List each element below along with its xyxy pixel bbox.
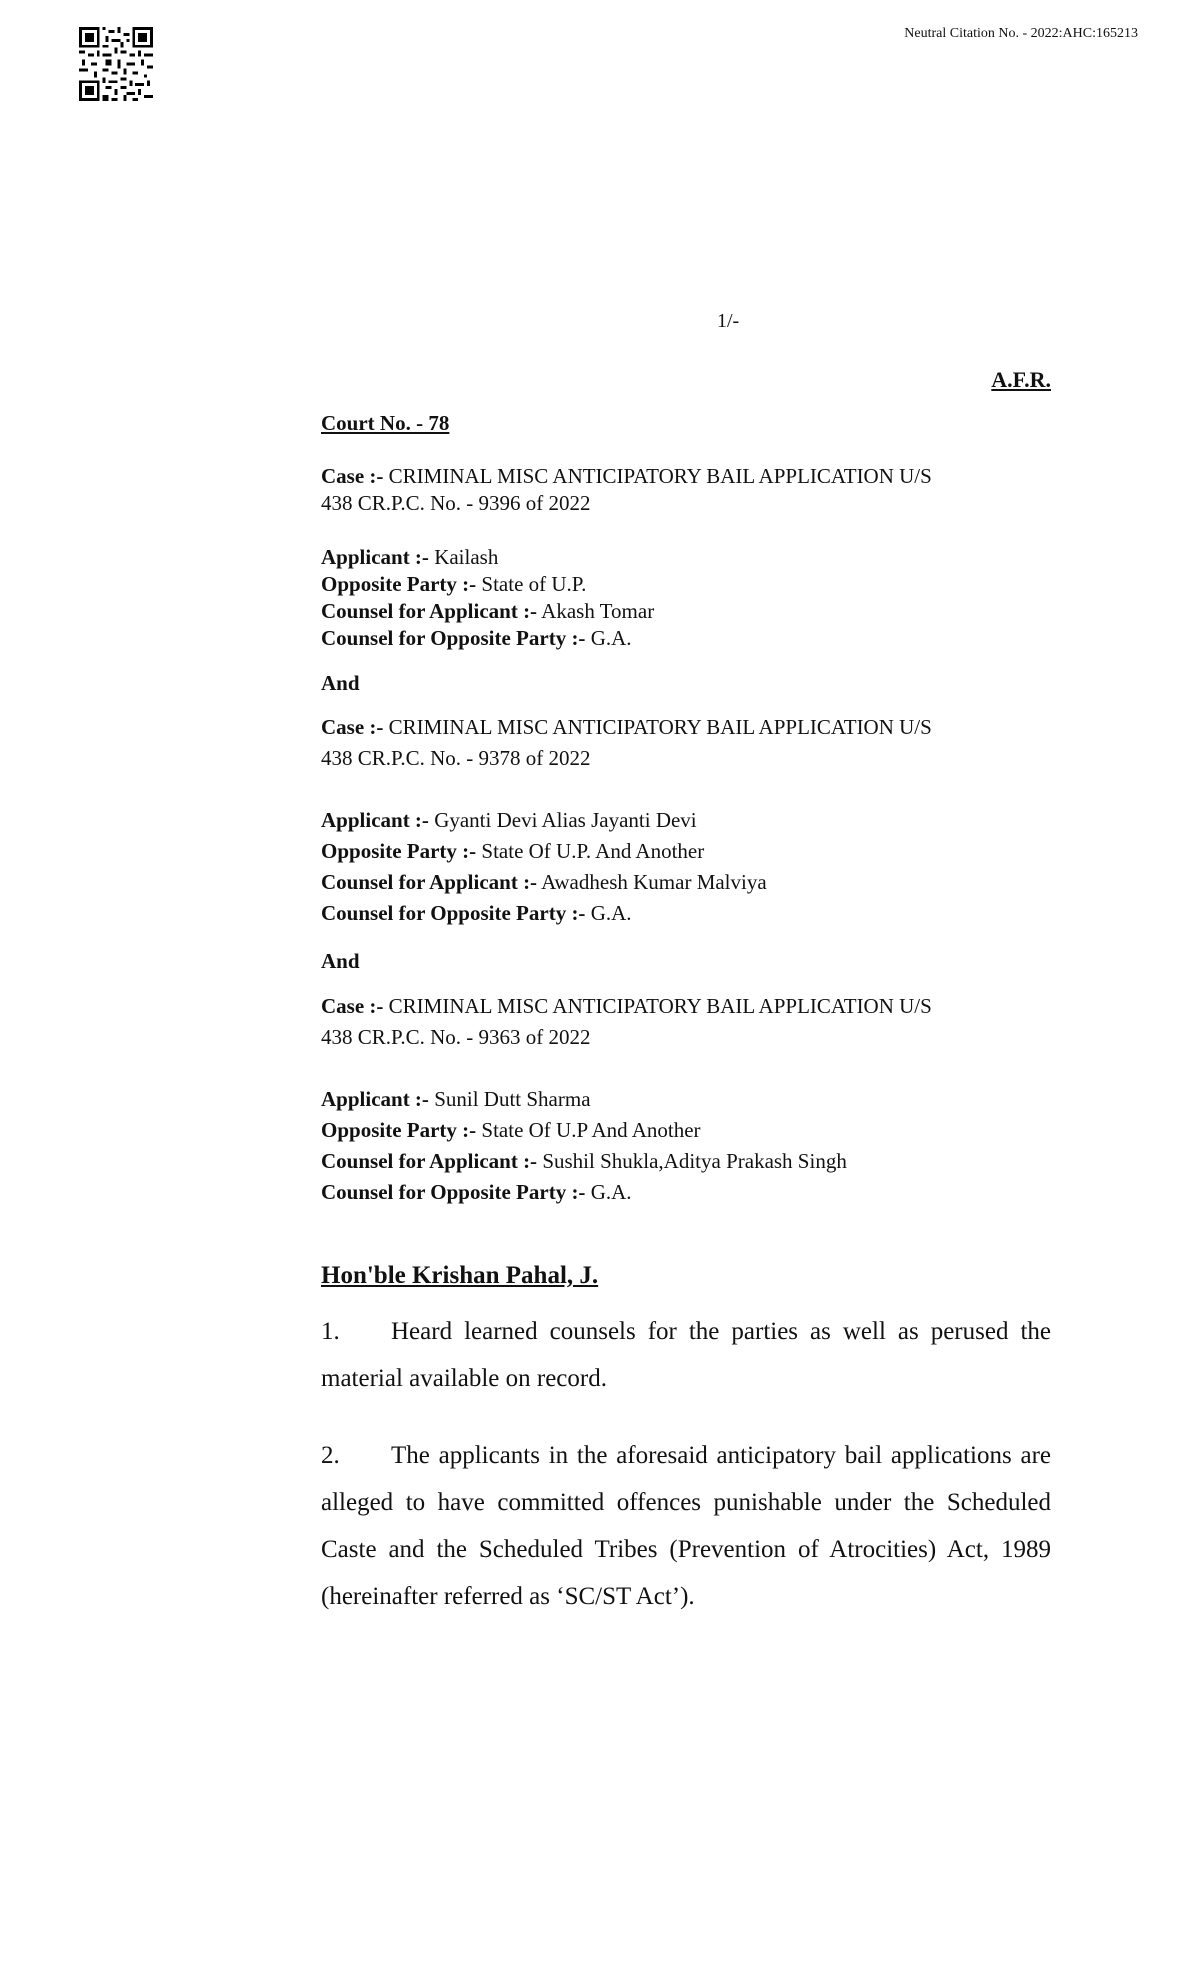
counsel-applicant-row bbox=[321, 867, 1051, 898]
case-label: Case :- bbox=[321, 994, 384, 1018]
case-parties-2 bbox=[321, 805, 1051, 929]
case-line-2: 438 CR.P.C. No. - 9363 of 2022 bbox=[321, 1025, 591, 1049]
counsel-applicant-label: Counsel for Applicant :- bbox=[321, 1149, 538, 1173]
counsel-applicant-label: Counsel for Applicant :- bbox=[321, 870, 538, 894]
applicant-label: Applicant :- bbox=[321, 808, 429, 832]
qr-code bbox=[79, 27, 153, 101]
applicant-name: Kailash bbox=[434, 545, 499, 569]
counsel-opposite-row bbox=[321, 625, 1051, 652]
counsel-applicant-row bbox=[321, 598, 1051, 625]
opposite-party-name: State Of U.P And Another bbox=[481, 1118, 701, 1142]
case-line-1: CRIMINAL MISC ANTICIPATORY BAIL APPLICATION U/S bbox=[388, 994, 932, 1018]
opposite-party-row bbox=[321, 836, 1051, 867]
applicant-label: Applicant :- bbox=[321, 1087, 429, 1111]
opposite-party-name: State of U.P. bbox=[481, 572, 587, 596]
applicant-row bbox=[321, 544, 1051, 571]
counsel-opposite-label: Counsel for Opposite Party :- bbox=[321, 901, 586, 925]
paragraph-1 bbox=[321, 1308, 1051, 1402]
case-line-2: 438 CR.P.C. No. - 9396 of 2022 bbox=[321, 491, 591, 515]
applicant-row bbox=[321, 805, 1051, 836]
counsel-applicant-name: Akash Tomar bbox=[541, 599, 655, 623]
and-separator-1: And bbox=[321, 671, 360, 695]
afr-marker: A.F.R. bbox=[991, 367, 1051, 392]
case-line-1: CRIMINAL MISC ANTICIPATORY BAIL APPLICATION U/S bbox=[388, 464, 932, 488]
case-label: Case :- bbox=[321, 715, 384, 739]
opposite-party-label: Opposite Party :- bbox=[321, 1118, 477, 1142]
applicant-label: Applicant :- bbox=[321, 545, 429, 569]
page-number: 1/- bbox=[717, 310, 740, 332]
counsel-applicant-name: Awadhesh Kumar Malviya bbox=[541, 870, 767, 894]
case-line-2: 438 CR.P.C. No. - 9378 of 2022 bbox=[321, 746, 591, 770]
paragraph-number: 2. bbox=[321, 1442, 340, 1469]
case-line-1: CRIMINAL MISC ANTICIPATORY BAIL APPLICATION U/S bbox=[388, 715, 932, 739]
case-label: Case :- bbox=[321, 464, 384, 488]
counsel-opposite-row bbox=[321, 898, 1051, 929]
counsel-opposite-label: Counsel for Opposite Party :- bbox=[321, 1180, 586, 1204]
opposite-party-label: Opposite Party :- bbox=[321, 572, 477, 596]
counsel-opposite-row bbox=[321, 1177, 1051, 1208]
applicant-name: Sunil Dutt Sharma bbox=[434, 1087, 591, 1111]
case-title-1 bbox=[321, 463, 1051, 517]
paragraph-text: The applicants in the aforesaid anticipatory bail applications are alleged to have committed offences punishable under the Scheduled Caste and the Scheduled Tribes (Prevention of Atrocities) Act, 1989 (hereinafter referred as ‘SC/ST Act’). bbox=[321, 1442, 1051, 1610]
opposite-party-row bbox=[321, 1115, 1051, 1146]
case-title-2 bbox=[321, 712, 1051, 774]
opposite-party-name: State Of U.P. And Another bbox=[481, 839, 705, 863]
counsel-applicant-row bbox=[321, 1146, 1051, 1177]
judge-name: Hon'ble Krishan Pahal, J. bbox=[321, 1262, 599, 1289]
counsel-opposite-name: G.A. bbox=[590, 1180, 632, 1204]
paragraph-2 bbox=[321, 1432, 1051, 1620]
paragraph-text: Heard learned counsels for the parties as well as perused the material available on record. bbox=[321, 1318, 1051, 1392]
counsel-applicant-label: Counsel for Applicant :- bbox=[321, 599, 538, 623]
counsel-opposite-name: G.A. bbox=[590, 901, 632, 925]
applicant-name: Gyanti Devi Alias Jayanti Devi bbox=[434, 808, 697, 832]
opposite-party-label: Opposite Party :- bbox=[321, 839, 477, 863]
court-number: Court No. - 78 bbox=[321, 411, 450, 435]
paragraph-number: 1. bbox=[321, 1318, 340, 1345]
case-title-3 bbox=[321, 991, 1051, 1053]
applicant-row bbox=[321, 1084, 1051, 1115]
counsel-opposite-name: G.A. bbox=[590, 626, 632, 650]
case-parties-3 bbox=[321, 1084, 1051, 1208]
counsel-opposite-label: Counsel for Opposite Party :- bbox=[321, 626, 586, 650]
counsel-applicant-name: Sushil Shukla,Aditya Prakash Singh bbox=[542, 1149, 847, 1173]
opposite-party-row bbox=[321, 571, 1051, 598]
neutral-citation: Neutral Citation No. - 2022:AHC:165213 bbox=[904, 26, 1138, 41]
case-parties-1 bbox=[321, 544, 1051, 652]
and-separator-2: And bbox=[321, 949, 360, 973]
